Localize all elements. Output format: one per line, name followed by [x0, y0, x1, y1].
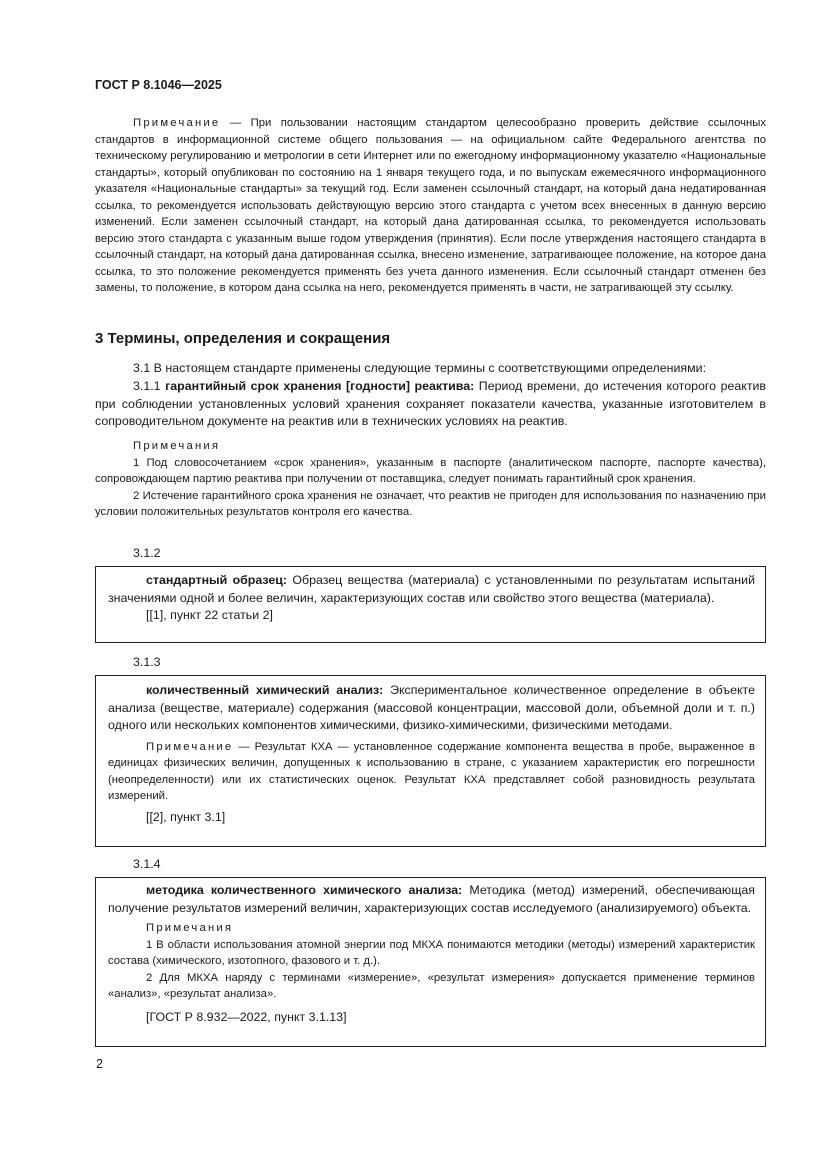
term-definition: Методика (метод) измерений, обеспечивающая получение результатов измерений величин, характеризующих состав исследуемого (анализируемого) объекта. — [108, 883, 755, 915]
term-name: гарантийный срок хранения [годности] реактива: — [165, 379, 475, 393]
document-code-header: ГОСТ Р 8.1046—2025 — [95, 78, 222, 92]
note-2: 2 Истечение гарантийного срока хранения не означает, что реактив не пригоден для использования по назначению при условии положительных результатов контроля его качества. — [95, 489, 766, 518]
note-label: Примечание — [146, 740, 234, 753]
term-number-3-1-4: 3.1.4 — [133, 857, 161, 871]
note-1: 1 В области использования атомной энергии под МКХА понимаются методики (методы) измерений характеристик состава (химического, изотопного, фазового и т. д.). — [108, 938, 755, 968]
term-3-1-1-notes — [95, 438, 766, 521]
intro-note — [95, 115, 766, 297]
term-number-3-1-3: 3.1.3 — [133, 655, 161, 669]
term-definition: Образец вещества (материала) с установленными по результатам испытаний значениями одной и более величин, характеризующих состав или свойство этого вещества (материала). — [108, 573, 755, 605]
section-heading: 3 Термины, определения и сокращения — [95, 330, 391, 347]
term-definition: Период времени, до истечения которого реактив при соблюдении установленных условий хранения сохраняет показатели качества, указанные изготовителем в сопроводительном документе на реактив или в технических условиях на реактив. — [95, 379, 766, 429]
intro-note-text: — При пользовании настоящим стандартом целесообразно проверить действие ссылочных стандартов в информационной системе общего пользования — на официальном сайте Федерального агентства по техническому регулированию и метрологии в сети Интернет или по ежегодному информационному указателю «Национальные стандарты», который опубликован по состоянию на 1 января текущего года, и по выпускам ежемесячного информационного указателя «Национальные стандарты» за текущий год. Если заменен ссылочный стандарт, на который дана недатированная ссылка, то рекомендуется использовать действующую версию этого стандарта с учетом всех внесенных в данную версию изменений. Если заменен ссылочный стандарт, на который дана датированная ссылка, то рекомендуется использовать версию этого стандарта с указанным выше годом утверждения (принятия). Если после утверждения настоящего стандарта в ссылочный стандарт, на который дана датированная ссылка, внесено изменение, затрагивающее положение, на которое дана ссылка, то это положение рекомендуется применять без учета данного изменения. Если ссылочный стандарт отменен без замены, то положение, в котором дана ссылка на него, рекомендуется применять в части, не затрагивающей эту ссылку. — [95, 117, 766, 294]
term-source: [ГОСТ Р 8.932—2022, пункт 3.1.13] — [146, 1009, 347, 1024]
term-name: методика количественного химического анализа: — [146, 883, 463, 897]
term-3-1-4 — [108, 882, 755, 917]
term-number: 3.1.1 — [133, 379, 166, 393]
term-source: [[2], пункт 3.1] — [146, 809, 226, 824]
paragraph-3-1: 3.1 В настоящем стандарте применены следующие термины с соответствующими определениями: — [133, 361, 707, 375]
term-box-3-1-4 — [95, 877, 766, 1047]
term-name: стандартный образец: — [146, 573, 288, 587]
term-box-3-1-3 — [95, 675, 766, 847]
intro-note-label: Примечание — [133, 117, 221, 129]
term-3-1-2 — [108, 572, 755, 607]
term-notes — [108, 920, 755, 1003]
note-2: 2 Для МКХА наряду с терминами «измерение», «результат измерения» допускается применение терминов «анализ», «результат анализа». — [108, 971, 755, 1001]
term-note: Примечание — Результат КХА — установленное содержание компонента вещества в пробе, выраженное в единицах физических величин, допущенных к использованию в стране, с указанием характеристик его погрешности (неопределенности) или их статистических оценок. Результат КХА представляет собой разновидность результата измерений. — [108, 740, 755, 803]
term-box-3-1-2 — [95, 566, 766, 643]
notes-label: Примечания — [146, 922, 234, 935]
term-3-1-1 — [95, 378, 766, 431]
term-3-1-3 — [108, 682, 755, 735]
term-source: [[1], пункт 22 статьи 2] — [146, 608, 273, 623]
note-1: 1 Под словосочетанием «срок хранения», указанным в паспорте (аналитическом паспорте, паспорте качества), сопровождающем партию реактива при получении от поставщика, следует понимать гарантийный срок хранения. — [95, 456, 766, 485]
term-definition: Экспериментальное количественное определение в объекте анализа (веществе, материале) содержания (массовой концентрации, массовой доли, объемной доли и т. п.) одного или нескольких компонентов химическими, физико-химическими, физическими методами. — [108, 683, 755, 733]
page-number: 2 — [96, 1057, 103, 1071]
term-number-3-1-2: 3.1.2 — [133, 546, 161, 560]
notes-label: Примечания — [133, 440, 221, 452]
term-name: количественный химический анализ: — [146, 683, 384, 697]
